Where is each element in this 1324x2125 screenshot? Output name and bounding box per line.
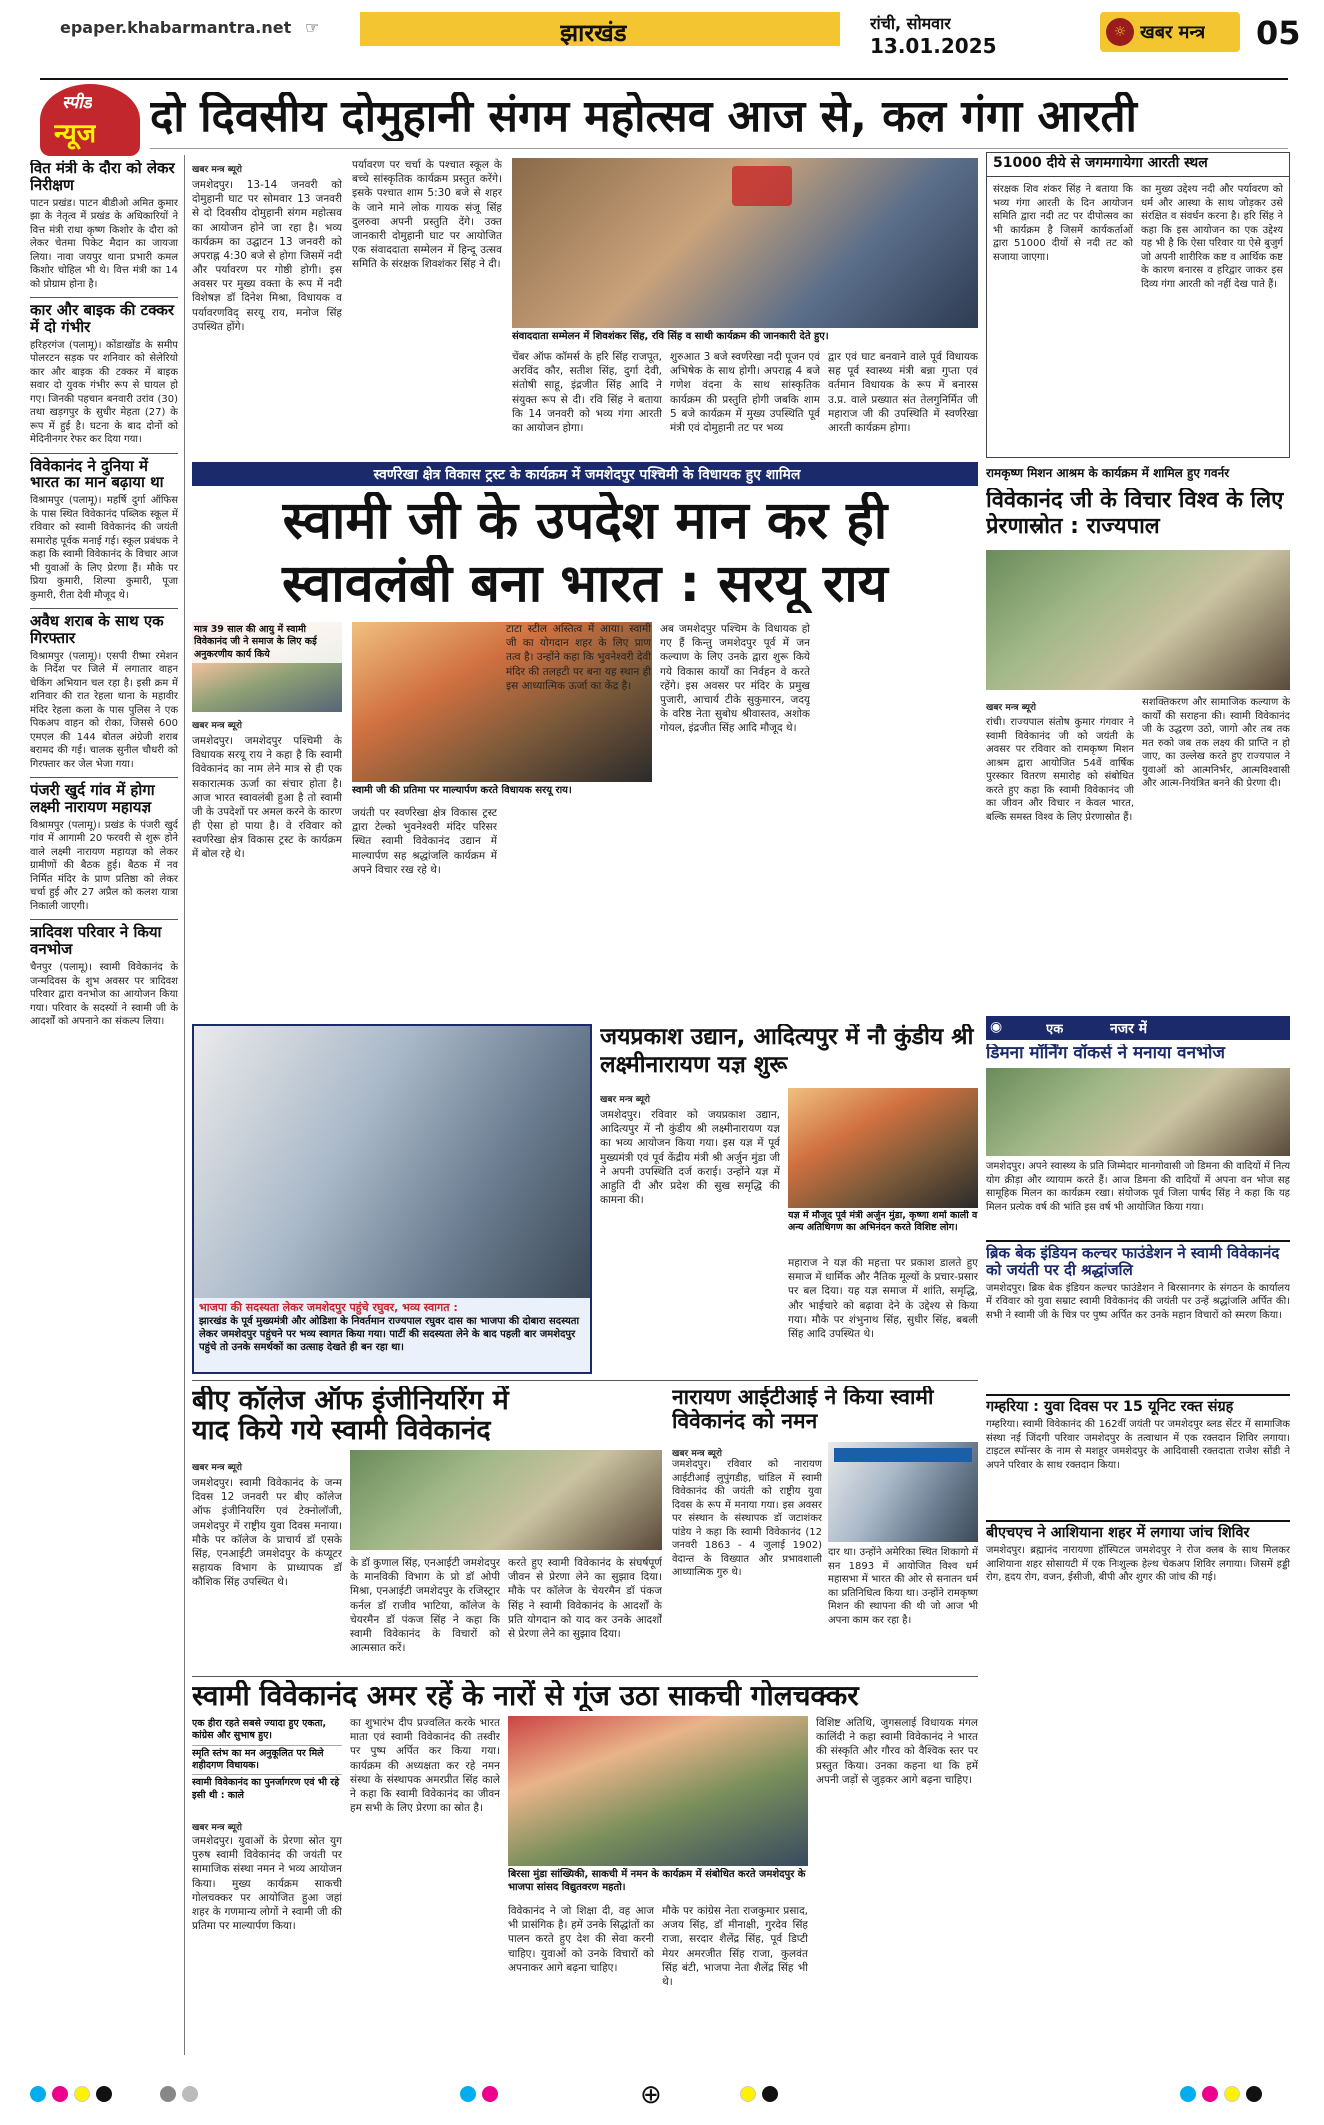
sakchi-photo [508,1716,808,1866]
registration-dot [460,2086,476,2102]
saryu-kicker-bar [192,462,978,486]
masthead-section: झारखंड [560,19,627,47]
saryu-inset-caption: मात्र 39 साल की आयु में स्वामी विवेकानंद जी ने समाज के लिए कई अनुकरणीय कार्य किये [192,622,342,663]
left-item-text: पाटन प्रखंड। पाटन बीडीओ अमित कुमार झा के नेतृत्व में प्रखंड के अधिकारियों ने वित्त मंत्री राधा कृष्ण किशोर के दौरा को लेकर चेतमा पिकेट मैदान का जायजा लिया। नावा जयपुर थाना प्रभारी कमल किशोर चोहिल भी थे। वित्त मंत्री का 14 को प्रोग्राम होना है। [30,197,178,290]
left-item-title: पंजरी खुर्द गांव में होगा लक्ष्मी नारायण महायज्ञ [30,781,155,817]
ba-col3: करते हुए स्वामी विवेकानंद के संघर्षपूर्ण जीवन से प्रेरणा लेने का सुझाव दिया। मौके पर कॉलेज के चेयरमैन डॉ पंकज सिंह ने स्वामी विवेकानंद के आदर्शों के प्रति योगदान को याद कर उनके आदर्शों से प्रेरणा लेने का सुझाव दिया। [508,1557,662,1640]
masthead-site[interactable]: epaper.khabarmantra.net [60,18,292,37]
footer [0,2068,1324,2125]
gamharia-headline: गम्हरिया : युवा दिवस पर 15 यूनिट रक्त संग्रह [986,1399,1234,1415]
left-item [30,458,178,603]
narayan-col2: दार था। उन्होंने अमेरिका स्थित शिकागो में सन 1893 में आयोजित विश्व धर्म महासभा में भारत की ओर से सनातन धर्म का प्रतिनिधित्व किया था। उन्होंने रामकृष्ण मिशन की स्थापना की थी जो आज भी अपना काम कर रहा है। [828,1547,978,1626]
brick-box [986,1240,1290,1390]
sakchi-col5: मौके पर कांग्रेस नेता राजकुमार प्रसाद, अजय सिंह, डॉ मीनाक्षी, गुरदेव सिंह राजा, सरदार शैलेंद्र सिंह, पूर्व डिप्टी मेयर अमरजीत सिंह राजा, कुलवंत सिंह बंटी, भाजपा नेता शैलेंद्र सिंह भी थे। [662,1905,808,1988]
speed-news-line2: न्यूज [54,119,97,149]
left-item-text: विश्रामपुर (पलामू)। प्रखंड के पंजरी खुर्द गांव में आगामी 20 फरवरी से शुरू होने वाले लक्ष्मी नारायण महायज्ञ को लेकर ग्रामीणों की बैठक हुई। बैठक में नव निर्मित मंदिर के प्राण प्रतिष्ठा को लेकर चर्चा हुई और 27 अप्रैल को कलश यात्रा निकाली जाएगी। [30,819,178,912]
narayan-col1: जमशेदपुर। रविवार को नारायण आईटीआई लुपुंगडीह, चांडिल में स्वामी विवेकानंद की जयंती को राष्ट्रीय युवा दिवस के रूप में मनाया गया। इस अवसर पर संस्थान के संस्थापक डॉ जटाशंकर पांडेय ने कहा कि स्वामी विवेकानंद (12 जनवरी 1863 - 4 जुलाई 1902) वेदान्त के विख्यात और प्रभावशाली आध्यात्मिक गुरु थे। [672,1459,822,1578]
top-story-col1: जमशेदपुर। 13-14 जनवरी को दोमुहानी घाट पर सोमवार 13 जनवरी से दो दिवसीय दोमुहानी संगम महोत्सव का आयोजन होने जा रहा है। भव्य कार्यक्रम का उद्घाटन 13 जनवरी को अपराह्न 4:30 बजे से होगा जिसमें नदी और पर्यावरण पर गोष्ठी होगी। इस अवसर पर मुख्य वक्ता के रूप में नदी विशेषज्ञ डॉ दिनेश मिश्रा, विधायक व पर्यावरणविद् सरयू राय, मनोज सिंह उपस्थित होंगे। [192,179,342,333]
masthead [0,0,1324,80]
registration-dot [762,2086,778,2102]
registration-dot [30,2086,46,2102]
sakchi-boxes [192,1716,342,1812]
sakchi-headline: स्वामी विवेकानंद अमर रहें के नारों से गूंज उठा साकची गोलचक्कर [192,1680,859,1712]
ba-headline-line2: याद किये गये स्वामी विवेकानंद [192,1415,491,1447]
left-item-title: वित मंत्री के दौरा को लेकर निरीक्षण [30,160,175,194]
ba-headline-line1: बीए कॉलेज ऑफ इंजीनियरिंग में [192,1386,509,1416]
paper-logo-icon: ☼ [1106,18,1134,46]
sakchi-box-item: स्मृति स्तंभ का मन अनुकूलित पर मिले शहीदगण विधायक। [192,1746,342,1776]
left-item [30,613,178,771]
jp-yagya-photo [788,1088,978,1208]
left-column [30,160,178,2060]
saryu-col3: टाटा स्टील अस्तित्व में आया। स्वामी जी का योगदान शहर के लिए प्राण तत्व है। उन्होंने कहा कि भुवनेश्वरी देवी मंदिर की तलहटी पर बना यह स्थान ही इस आध्यात्मिक ऊर्जा का केंद्र है। [506,623,651,692]
bhh-headline: बीएचएच ने आशियाना शहर में लगाया जांच शिविर [986,1525,1250,1541]
registration-dot [482,2086,498,2102]
top-headline-rule [150,148,1288,149]
gamharia-text: गम्हरिया। स्वामी विवेकानंद की 162वीं जयंती पर जमशेदपुर ब्लड सेंटर में सामाजिक संस्था नई जिंदगी परिवार जमशेदपुर के तत्वाधान में एक रक्तदान शिविर लगाया। टाइटल स्पॉन्सर के नाम से मशहूर जमशेदपुर के आदिवासी रक्तदाता राजेश सोंडी ने अपने परिवार के साथ रक्तदान किया। [986,1419,1290,1471]
rajbhavan-headline: विवेकानंद जी के विचार विश्व के लिए प्रेरणास्रोत : राज्यपाल [986,488,1284,540]
sakchi-box-item: स्वामी विवेकानंद का पुनर्जागरण एवं भी रहे इसी थी : काले [192,1777,340,1801]
left-item [30,924,178,1028]
rajbhavan-byline: खबर मन्त्र ब्यूरो [986,703,1036,713]
top-story [192,158,978,458]
masthead-paper-name: खबर मन्त्र [1140,22,1206,43]
masthead-divider [40,78,1288,80]
sidebar-box-title: 51000 दीये से जगमगायेगा आरती स्थल [987,153,1289,177]
brick-headline: ब्रिक बेक इंडियन कल्चर फाउंडेशन ने स्वामी विवेकानंद को जयंती पर दी श्रद्धांजलि [986,1244,1280,1279]
sakchi-rule [192,1676,978,1677]
sakchi-box-item: एक हीरा रहते सबसे ज्यादा हुए एकता, कांग्रेस और सुभाष हुए। [192,1716,342,1746]
left-item-title: कार और बाइक की टक्कर में दो गंभीर [30,301,175,336]
registration-dot [1224,2086,1240,2102]
saryu-col2: जयंती पर स्वर्णरेखा क्षेत्र विकास ट्रस्ट द्वारा टेल्को भुवनेश्वरी मंदिर परिसर स्थित स्वामी विवेकानंद उद्यान में माल्यार्पण सह श्रद्धांजलि कार्यक्रम में अपने विचार रख रहे थे। [352,807,497,876]
top-story-col2: पर्यावरण पर चर्चा के पश्चात स्कूल के बच्चे सांस्कृतिक कार्यक्रम प्रस्तुत करेंगे। इसके पश्चात शाम 5:30 बजे से शहर के जाने माने लोक गायक संजू सिंह दुलरुवा अपनी प्रस्तुति देंगे। उक्त जानकारी दोमुहानी घाट पर आयोजित एक संवाददाता सम्मेलन में हिन्दू उत्सव समिति के संरक्षक शिवशंकर सिंह ने दी। [352,159,502,271]
cursor-icon: ☞ [305,18,320,37]
nazar-section [986,1016,1290,1236]
left-item-title: अवैध शराब के साथ एक गिरफ्तार [30,612,164,648]
nazar-photo [986,1068,1290,1156]
top-story-byline: खबर मन्त्र ब्यूरो [192,165,242,175]
narayan-iti-story [672,1386,978,1672]
sakchi-col4: विशिष्ट अतिथि, जुगसलाई विधायक मंगल कालिंदी ने कहा स्वामी विवेकानंद ने भारत की संस्कृति और गौरव को वैश्विक स्तर पर प्रस्तुत किया। उनका कहना था कि हमें अपनी जड़ों से जुड़कर आगे बढ़ना चाहिए। [816,1717,978,1786]
nazar-tag-b: नजर में [1110,1021,1148,1037]
bjp-caption-title: भाजपा की सदस्यता लेकर जमशेदपुर पहुंचे रघुवर, भव्य स्वागत : [199,1301,458,1314]
registration-dot [1202,2086,1218,2102]
bjp-photo-block [192,1024,592,1374]
sakchi-story [192,1716,978,2056]
registration-dot [74,2086,90,2102]
saryu-photo-caption: स्वामी जी की प्रतिमा पर माल्यार्पण करते विधायक सरयू राय। [352,785,572,796]
jp-headline: जयप्रकाश उद्यान, आदित्यपुर में नौ कुंडीय श्री लक्ष्मीनारायण यज्ञ शुरू [600,1024,974,1078]
registration-dot [1246,2086,1262,2102]
sidebar-box-col2: का मुख्य उद्देश्य नदी और पर्यावरण को धर्म और आस्था के साथ जोड़कर उसे संरक्षित व संवर्धन करना है। हरि सिंह ने कहा कि इस आयोजन का एक उद्देश्य यह भी है कि ऐसा परिवार या ऐसे बुजुर्ग जो अपनी शारीरिक कष्ट व आर्थिक कष्ट के कारण बनारस व हरिद्वार जाकर इस दिव्य गंगा आरती को नहीं देख पाते हैं। [1141,184,1283,290]
registration-dot [1180,2086,1196,2102]
left-column-divider [184,155,185,2055]
saryu-kicker: स्वर्णरेखा क्षेत्र विकास ट्रस्ट के कार्यक्रम में जमशेदपुर पश्चिमी के विधायक हुए शामिल [373,467,801,483]
sidebar-box-col1: संरक्षक शिव शंकर सिंह ने बताया कि भव्य गंगा आरती के दिन आयोजन समिति द्वारा नदी तट पर दीपोत्सव का भी कार्यक्रम है जिसमें कार्यकर्ताओं द्वारा 51000 दीयों से नदी तट को सजाया जाएगा। [993,184,1133,263]
saryu-col1: जमशेदपुर। जमशेदपुर पश्चिमी के विधायक सरयू राय ने कहा है कि स्वामी विवेकानंद का नाम लेने मात्र से ही एक सकारात्मक ऊर्जा का संचार होता है। आज भारत स्वावलंबी हुआ है तो स्वामी जी के उपदेशों पर अमल करने के कारण ही ऐसा हो पाया है। वे रविवार को स्वर्णरेखा क्षेत्र विकास ट्रस्ट के कार्यक्रम में बोल रहे थे। [192,735,342,861]
mid-rule [192,1380,978,1381]
sakchi-col1: जमशेदपुर। युवाओं के प्रेरणा स्रोत युग पुरुष स्वामी विवेकानंद की जयंती पर सामाजिक संस्था नमन ने भव्य आयोजन किया। मुख्य कार्यक्रम साकची गोलचक्कर पर आयोजित हुआ जहां शहर के गणमान्य लोगों ने स्वामी जी की प्रतिमा पर माल्यार्पण किया। [192,1835,342,1933]
prem-vartा-banner-icon [732,166,792,206]
left-item [30,302,178,447]
registration-dot [52,2086,68,2102]
top-story-col5: द्वार एवं घाट बनवाने वाले पूर्व विधायक सह पूर्व स्वास्थ्य मंत्री बन्ना गुप्ता एवं वर्तमान विधायक के रूप में बनारस उ.प्र. वाले प्रख्यात संत तेलगुनिर्मित जी महाराज जी की उपस्थिति में स्वर्णरेखा आरती कार्यक्रम होगा। [828,351,978,434]
left-item-text: चैनपुर (पलामू)। स्वामी विवेकानंद के जन्मदिवस के शुभ अवसर पर त्रादिवश परिवार द्वारा वनभोज का आयोजन किया गया। परिवार के सदस्यों ने स्वामी जी के आदर्शों को अपनाने का संकल्प लिया। [30,962,178,1028]
top-story-photo-caption: संवाददाता सम्मेलन में शिवशंकर सिंह, रवि सिंह व साथी कार्यक्रम की जानकारी देते हुए। [512,331,829,342]
nazar-text: जमशेदपुर। अपने स्वास्थ्य के प्रति जिम्मेदार मानगोवासी जो डिमना की वादियों में नित्य योग क्रीड़ा और व्यायाम करते हैं। आज डिमना की वादियों में अपना वन भोज सह सामूहिक मिलन का कार्यक्रम रखा। संयोजक पूर्व जिला पार्षद सिंह ने कहा कि यह मिलन प्रत्येक वर्ष की भांति इस वर्ष भी आयोजित किया गया। [986,1161,1290,1213]
gamharia-item [986,1394,1290,1514]
sakchi-col2: का शुभारंभ दीप प्रज्वलित करके भारत माता एवं स्वामी विवेकानंद की तस्वीर पर पुष्प अर्पित कर किया गया। कार्यक्रम की अध्यक्षता कर रहे नमन संस्था के संस्थापक अमरप्रीत सिंह काले ने कहा कि स्वामी विवेकानंद का जीवन हम सभी के लिए प्रेरणा का स्रोत है। [350,1717,500,1815]
left-item-text: विश्रामपुर (पलामू)। महर्षि दुर्गा ऑफिस के पास स्थित विवेकानंद पब्लिक स्कूल में रविवार को स्वामी विवेकानंद की जयंती समारोह पूर्वक मनाई गई। स्कूल प्रबंधक ने कहा कि स्वामी विवेकानंद के विचार आज भी युवाओं के लिए प्रेरणा हैं। मौके पर प्रिया कुमारी, शिल्पा कुमारी, पूजा कुमारी, रीता देवी मौजूद थे। [30,495,178,601]
jp-photo-caption: यज्ञ में मौजूद पूर्व मंत्री अर्जुन मुंडा, कृष्णा शर्मा काली व अन्य अतिथिगण का अभिनंदन करते विशिष्ट लोग। [788,1210,978,1234]
saryu-byline: खबर मन्त्र ब्यूरो [192,721,242,731]
ba-photo [350,1450,662,1550]
ba-col2: के डॉ कुणाल सिंह, एनआईटी जमशेदपुर के मानविकी विभाग के प्रो डॉ ओपी मिश्रा, एनआईटी जमशेदपुर के रजिस्ट्रार कर्नल डॉ राजीव भाटिया, कॉलेज के चेयरमैन डॉ पंकज सिंह ने कहा कि स्वामी विवेकानंद के विचारों को आत्मसात करें। [350,1557,500,1655]
rajbhavan-kicker: रामकृष्ण मिशन आश्रम के कार्यक्रम में शामिल हुए गवर्नर [986,466,1230,480]
ba-col1: जमशेदपुर। स्वामी विवेकानंद के जन्म दिवस 12 जनवरी पर बीए कॉलेज ऑफ इंजीनियरिंग एवं टेक्नोलॉजी, जमशेदपुर में राष्ट्रीय युवा दिवस मनाया। मौके पर कॉलेज के प्राचार्य डॉ एसके सिंह, एनआईटी जमशेदपुर के कंप्यूटर सहायक विभाग के प्राध्यापक डॉ कौशिक सिंह उपस्थित थे। [192,1477,342,1589]
ba-college-story [192,1386,662,1672]
saryu-col5-spill [818,622,978,1002]
rajbhavan-col1: रांची। राज्यपाल संतोष कुमार गंगवार ने स्वामी विवेकानंद जी को जयंती के अवसर पर रविवार को रामकृष्ण मिशन आश्रम द्वारा आयोजित 54वें वार्षिक पुरस्कार वितरण समारोह को संबोधित करते हुए कहा कि स्वामी विवेकानंद जी का जीवन और विचार न केवल भारत, बल्कि समस्त विश्व के लिए प्रेरणास्रोत हैं। [986,717,1134,823]
narayan-iti-sign [834,1448,972,1462]
sidebar-box [986,152,1290,458]
crosshair-icon: ⊕ [640,2080,662,2110]
bhh-camp-item [986,1520,1290,1630]
nazar-eye-icon: ◉ [990,1019,1003,1035]
narayan-byline: खबर मन्त्र ब्यूरो [672,1449,722,1459]
sakchi-photo-caption: बिरसा मुंडा सांख्यिकी, साकची में नमन के कार्यक्रम में संबोधित करते जमशेदपुर के भाजपा सांसद विद्युतवरण महतो। [508,1869,806,1893]
rajbhavan-photo [986,550,1290,690]
rajbhavan-col2: सशक्तिकरण और सामाजिक कल्याण के कार्यों की सराहना की। स्वामी विवेकानंद जी के उद्धरण उठो, जागो और तब तक मत रुको जब तक लक्ष्य की प्राप्ति न हो जाए, का उल्लेख करते हुए राज्यपाल ने युवाओं को आत्मनिर्भर, आत्मविश्वासी और आत्म-नियंत्रित बनने की प्रेरणा दी। [1142,697,1290,789]
masthead-city-day: रांची, सोमवार [870,14,951,33]
top-story-col4: शुरुआत 3 बजे स्वर्णरेखा नदी पूजन एवं अभिषेक के साथ होगी। अपराह्न 4 बजे गणेश वंदना के साथ सांस्कृतिक कार्यक्रम की प्रस्तुति होगी जबकि शाम 5 बजे कार्यक्रम में मुख्य उपस्थिति पूर्व मंत्री एवं दोमुहानी तट पर भव्य [670,351,820,434]
bjp-photo [194,1026,590,1298]
top-story-headline: दो दिवसीय दोमुहानी संगम महोत्सव आज से, कल गंगा आरती [150,92,1137,142]
saryu-col4: अब जमशेदपुर पश्चिम के विधायक हो गए हैं किन्तु जमशेदपुर पूर्व में जन कल्याण के लिए उनके द्वारा शुरू किये गये विकास कार्यों का निर्वहन वे करते रहेंगे। इस अवसर पर मंदिर के प्रमुख पुजारी, आचार्य टीके सुकुमारन, जदयू के वरिष्ठ नेता सुबोध श्रीवास्तव, अशोक गोयल, इंद्रजीत सिंह आदि मौजूद थे। [660,623,810,735]
speed-news-badge [40,84,140,156]
rajbhavan-story [986,488,1290,1008]
left-item [30,160,178,291]
masthead-page-no: 05 [1256,14,1301,52]
bhh-text: जमशेदपुर। ब्रह्मानंद नारायणा हॉस्पिटल जमशेदपुर ने रोज क्लब के साथ मिलकर आशियाना शहर सोसायटी में एक निःशुल्क हेल्थ चेकअप शिविर लगाया। जिसमें हड्डी रोग, हृदय रोग, वजन, ईसीजी, बीपी और शुगर की जांच की गई। [986,1545,1290,1584]
registration-dot [740,2086,756,2102]
speed-news-line1: स्पीड [62,93,92,113]
left-item [30,782,178,913]
bjp-photo-caption-box [194,1298,590,1372]
registration-dot [96,2086,112,2102]
nazar-tag-a: एक [1046,1022,1064,1037]
jp-byline: खबर मन्त्र ब्यूरो [600,1095,650,1105]
bjp-caption-text: झारखंड के पूर्व मुख्यमंत्री और ओडिशा के निवर्तमान राज्यपाल रघुवर दास का भाजपा की दोबारा सदस्यता लेकर जमशेदपुर पहुंचने पर भव्य स्वागत किया गया। पार्टी की सदस्यता लेने के बाद पहली बार जमशेदपुर पहुंचे तो उनके समर्थकों का उत्साह देखते ही बन रहा था। [199,1316,580,1354]
narayan-headline: नारायण आईटीआई ने किया स्वामी विवेकानंद को नमन [672,1386,934,1433]
ba-byline: खबर मन्त्र ब्यूरो [192,1463,242,1473]
left-item-text: हरिहरगंज (पलामू)। कोंडाखोंड के समीप पोलरटन सड़क पर शनिवार को सेलेरियो कार और बाइक की टक्कर में बाइक सवार दो युवक गंभीर रूप से घायल हो गए। जिनकी पहचान बनवारी उरांव (30) तथा खड़गपुर के सुधीर मेहता (27) के रूप में हुई है। घटना के बाद दोनों को मेदिनीनगर रेफर कर दिया गया। [30,339,178,446]
saryu-headline-line2: स्वावलंबी बना भारत : सरयू राय [282,555,888,614]
jp-col1: जमशेदपुर। रविवार को जयप्रकाश उद्यान, आदित्यपुर में नौ कुंडीय श्री लक्ष्मीनारायण यज्ञ का भव्य आयोजन किया गया। इस यज्ञ में पूर्व मुख्यमंत्री एवं पूर्व केंद्रीय मंत्री श्री अर्जुन मुंडा जी ने अपनी उपस्थिति दर्ज कराई। उन्होंने यज्ञ में आहुति दी और प्रदेश की सुख समृद्धि की कामना की। [600,1109,780,1207]
left-item-title: त्रादिवश परिवार ने किया वनभोज [30,923,162,959]
masthead-date: 13.01.2025 [870,34,997,58]
nazar-headline: डिमना मॉर्निंग वॉकर्स ने मनाया वनभोज [986,1044,1226,1063]
saryu-headline-line1: स्वामी जी के उपदेश मान कर ही [282,492,888,551]
sakchi-col3: विवेकानंद ने जो शिक्षा दी, वह आज भी प्रासंगिक है। हमें उनके सिद्धांतों का पालन करते हुए देश की सेवा करनी चाहिए। युवाओं को उनके विचारों को अपनाकर आगे बढ़ना चाहिए। [508,1905,654,1974]
saryu-story [192,622,978,1017]
brick-text: जमशेदपुर। ब्रिक बेक इंडियन कल्चर फाउंडेशन ने बिरसानगर के संगठन के कार्यालय में रविवार को युवा सम्राट स्वामी विवेकानंद की जयंती पर उन्हें श्रद्धांजलि अर्पित की। सभी ने स्वामी जी के चित्र पर पुष्प अर्पित कर उनके महान विचारों को स्मरण किया। [986,1282,1290,1321]
registration-dot [182,2086,198,2102]
sakchi-byline: खबर मन्त्र ब्यूरो [192,1823,242,1833]
left-item-title: विवेकानंद ने दुनिया में भारत का मान बढ़ाया था [30,456,164,492]
registration-dot [160,2086,176,2102]
jp-col2: महाराज ने यज्ञ की महत्ता पर प्रकाश डालते हुए समाज में धार्मिक और नैतिक मूल्यों के प्रचार-प्रसार पर बल दिया। यह यज्ञ समाज में शांति, समृद्धि, और भाईचारे को बढ़ावा देने के उद्देश्य से किया गया। मौके पर शंभुनाथ सिंह, सुधीर सिंह, बबली सिंह आदि उपस्थित थे। [788,1257,978,1340]
jp-story [600,1024,978,1374]
top-story-col3: चेंबर ऑफ कॉमर्स के हरि सिंह राजपूत, अरविंद कौर, सतीश सिंह, दुर्गा देवी, संतोषी साहू, इंद्रजीत सिंह आदि ने संयुक्त रूप से दी। रवि सिंह ने बताया कि 14 जनवरी को भव्य गंगा आरती का आयोजन होगा। [512,351,662,434]
left-item-text: विश्रामपुर (पलामू)। एसपी रीष्मा रमेशन के निर्देश पर जिले में लगातार वाहन चेकिंग अभियान चल रहा है। इसी क्रम में शनिवार की रात रेहला थाना के महावीर मंदिर रेहला कला के पास पुलिस ने एक पिकअप वाहन को रोका, जिससे 600 एमएल की 144 बोतल अंग्रेजी शराब बरामद की गई। चालक सुनील चौधरी को गिरफ्तार कर जेल भेजा गया। [30,650,178,770]
